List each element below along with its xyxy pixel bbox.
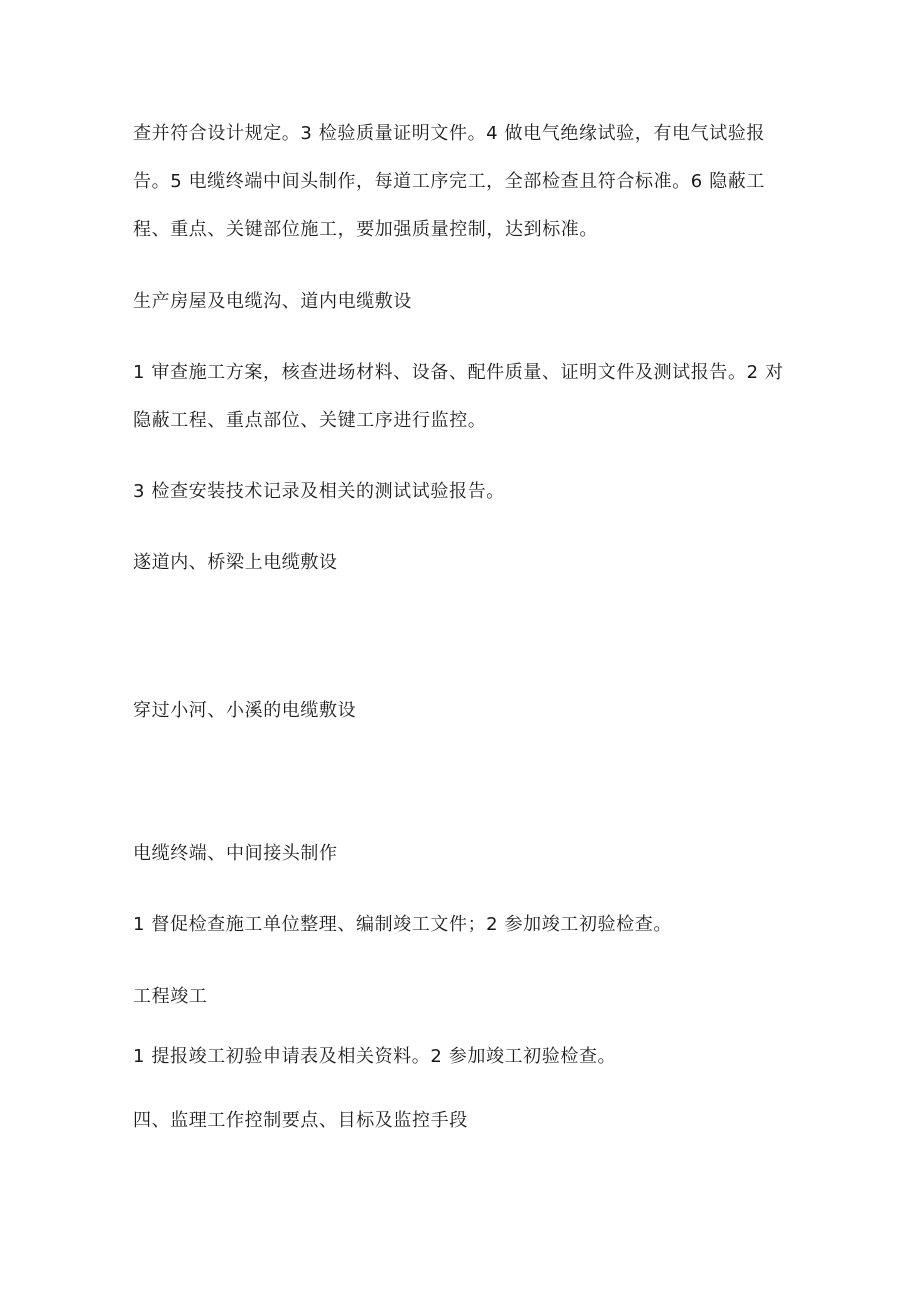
paragraph-2-line-1: 1 审查施工方案，核查进场材料、设备、配件质量、证明文件及测试报告。2 对: [133, 362, 784, 383]
section-heading-control-points: 四、监理工作控制要点、目标及监控手段: [133, 1110, 468, 1131]
paragraph-1-line-1: 查并符合设计规定。3 检验质量证明文件。4 做电气绝缘试验，有电气试验报: [133, 123, 765, 144]
section-heading-terminals-joints: 电缆终端、中间接头制作: [133, 843, 338, 864]
paragraph-4-line-1: 1 督促检查施工单位整理、编制竣工文件；2 参加竣工初验检查。: [133, 914, 672, 935]
section-heading-production-buildings: 生产房屋及电缆沟、道内电缆敷设: [133, 291, 412, 312]
section-heading-completion: 工程竣工: [133, 986, 208, 1007]
paragraph-3-line-1: 3 检查安装技术记录及相关的测试试验报告。: [133, 481, 505, 502]
paragraph-5-line-1: 1 提报竣工初验申请表及相关资料。2 参加竣工初验检查。: [133, 1046, 617, 1067]
paragraph-2-line-2: 隐蔽工程、重点部位、关键工序进行监控。: [133, 410, 487, 431]
paragraph-1-line-2: 告。5 电缆终端中间头制作，每道工序完工，全部检查且符合标准。6 隐蔽工: [133, 171, 765, 192]
section-heading-tunnels-bridges: 遂道内、桥梁上电缆敷设: [133, 552, 338, 573]
paragraph-1-line-3: 程、重点、关键部位施工，要加强质量控制，达到标准。: [133, 219, 598, 240]
section-heading-rivers-streams: 穿过小河、小溪的电缆敷设: [133, 700, 357, 721]
